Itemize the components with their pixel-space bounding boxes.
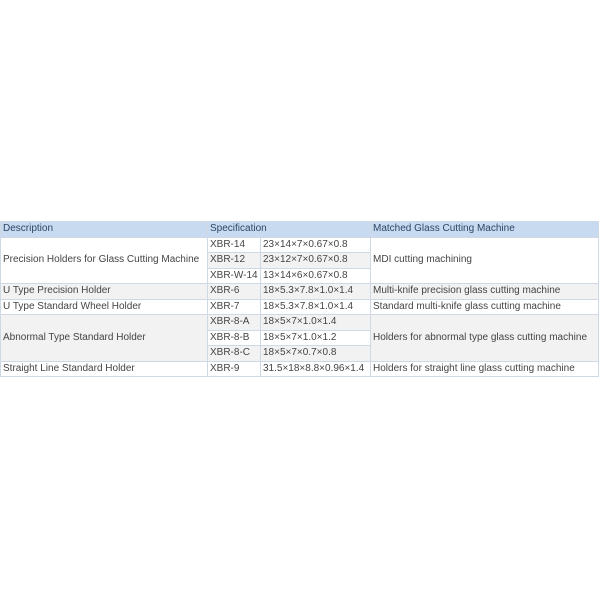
size-cell: 18×5.3×7.8×1.0×1.4 <box>261 284 371 300</box>
machine-cell: MDI cutting machining <box>371 237 599 284</box>
model-cell: XBR-12 <box>208 253 261 269</box>
description-cell: U Type Precision Holder <box>1 284 208 300</box>
model-cell: XBR-8-C <box>208 346 261 362</box>
table-row <box>1 361 599 377</box>
machine-cell: Multi-knife precision glass cutting machine <box>371 284 599 300</box>
size-cell: 13×14×6×0.67×0.8 <box>261 268 371 284</box>
size-cell: 23×14×7×0.67×0.8 <box>261 237 371 253</box>
table-row <box>1 284 599 300</box>
table-row <box>1 299 599 315</box>
size-cell: 18×5×7×1.0×1.4 <box>261 315 371 331</box>
header-specification: Specification <box>208 222 371 238</box>
table-row <box>1 315 599 331</box>
model-cell: XBR-9 <box>208 361 261 377</box>
model-cell: XBR-7 <box>208 299 261 315</box>
machine-cell: Holders for abnormal type glass cutting machine <box>371 315 599 362</box>
size-cell: 18×5×7×0.7×0.8 <box>261 346 371 362</box>
product-spec-table-container <box>0 221 598 377</box>
header-machine: Matched Glass Cutting Machine <box>371 222 599 238</box>
model-cell: XBR-14 <box>208 237 261 253</box>
size-cell: 18×5×7×1.0×1.2 <box>261 330 371 346</box>
table-header-row <box>1 222 599 238</box>
description-cell: Precision Holders for Glass Cutting Machine <box>1 237 208 284</box>
product-spec-table <box>0 221 599 377</box>
machine-cell: Holders for straight line glass cutting machine <box>371 361 599 377</box>
size-cell: 31.5×18×8.8×0.96×1.4 <box>261 361 371 377</box>
model-cell: XBR-6 <box>208 284 261 300</box>
machine-cell: Standard multi-knife glass cutting machine <box>371 299 599 315</box>
model-cell: XBR-8-B <box>208 330 261 346</box>
table-row <box>1 237 599 253</box>
header-description: Description <box>1 222 208 238</box>
description-cell: Straight Line Standard Holder <box>1 361 208 377</box>
size-cell: 18×5.3×7.8×1.0×1.4 <box>261 299 371 315</box>
description-cell: Abnormal Type Standard Holder <box>1 315 208 362</box>
size-cell: 23×12×7×0.67×0.8 <box>261 253 371 269</box>
description-cell: U Type Standard Wheel Holder <box>1 299 208 315</box>
model-cell: XBR-W-14 <box>208 268 261 284</box>
model-cell: XBR-8-A <box>208 315 261 331</box>
